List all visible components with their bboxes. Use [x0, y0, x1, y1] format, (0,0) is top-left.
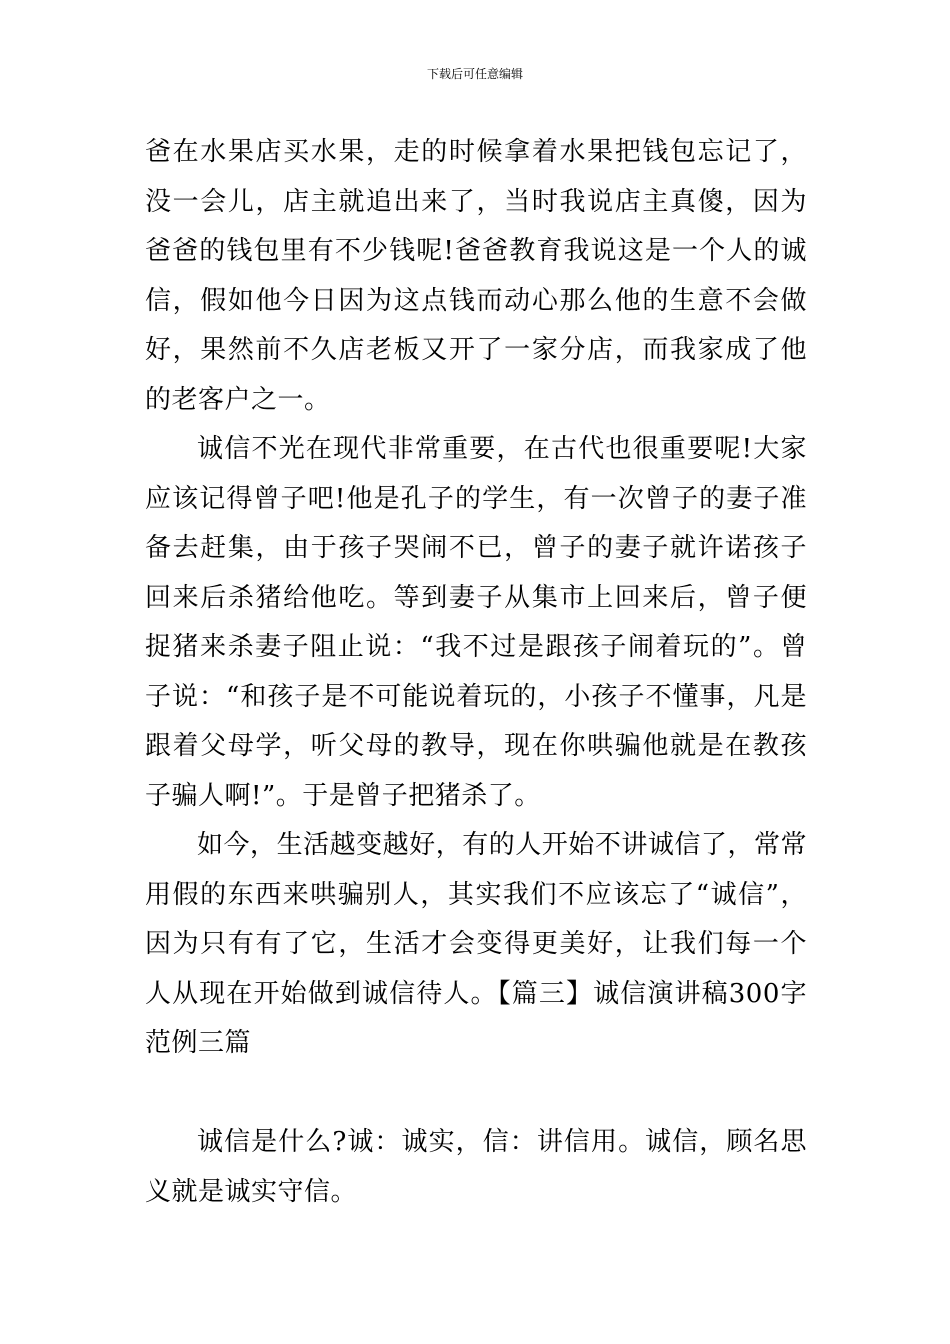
paragraph-3: 如今，生活越变越好，有的人开始不讲诚信了，常常用假的东西来哄骗别人，其实我们不应该忘了“诚信”，因为只有有了它，生活才会变得更美好，让我们每一个人从现在开始做到诚信待人。【篇三】诚信演讲稿300字范例三篇: [145, 830, 807, 1058]
paragraph-4: 诚信是什么?诚：诚实，信：讲信用。诚信，顾名思义就是诚实守信。: [145, 1127, 807, 1207]
document-body: [145, 128, 807, 1217]
paragraph-1: 爸在水果店买水果，走的时候拿着水果把钱包忘记了，没一会儿，店主就追出来了，当时我说店主真傻，因为爸爸的钱包里有不少钱呢!爸爸教育我说这是一个人的诚信，假如他今日因为这点钱而动心那么他的生意不会做好，果然前不久店老板又开了一家分店，而我家成了他的老客户之一。: [145, 137, 807, 415]
page-header: 下载后可任意编辑: [426, 67, 523, 81]
paragraph-gap: [145, 1069, 807, 1119]
paragraph-2: 诚信不光在现代非常重要，在古代也很重要呢!大家应该记得曾子吧!他是孔子的学生，有一次曾子的妻子准备去赶集，由于孩子哭闹不已，曾子的妻子就许诺孩子回来后杀猪给他吃。等到妻子从集市上回来后，曾子便捉猪来杀妻子阻止说：“我不过是跟孩子闹着玩的”。曾子说：“和孩子是不可能说着玩的，小孩子不懂事，凡是跟着父母学，听父母的教导，现在你哄骗他就是在教孩子骗人啊!”。于是曾子把猪杀了。: [145, 434, 807, 811]
